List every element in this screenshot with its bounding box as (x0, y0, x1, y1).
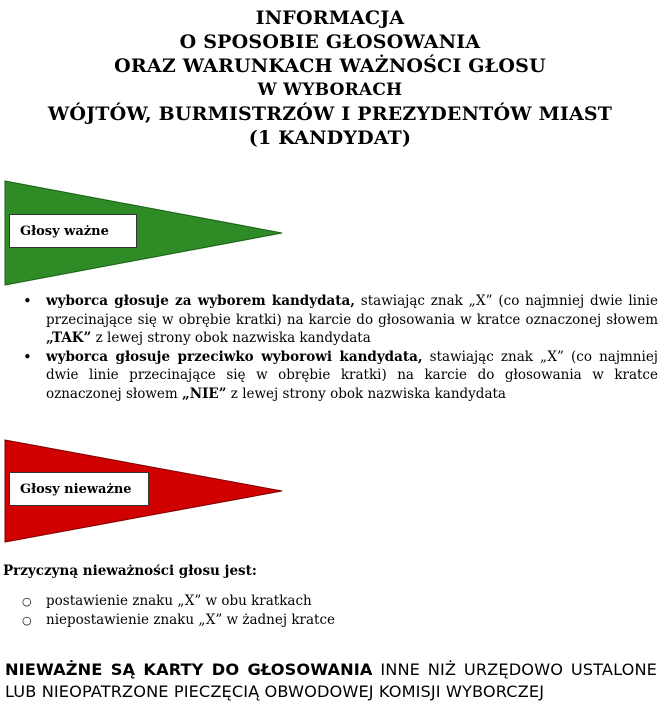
invalidity-reason-heading: Przyczyną nieważności głosu jest: (3, 563, 257, 579)
page-title (0, 6, 660, 150)
list-item: ○ postawienie znaku „X” w obu kratkach (20, 592, 335, 611)
item-keyword: „NIE” (182, 385, 227, 402)
item-text-end: z lewej strony obok nazwiska kandydata (91, 330, 371, 346)
title-line-5: WÓJTÓW, BURMISTRZÓW I PREZYDENTÓW MIAST (47, 103, 613, 125)
title-line-2: O SPOSOBIE GŁOSOWANIA (179, 31, 481, 53)
invalid-cards-notice (5, 659, 657, 703)
list-item (20, 348, 658, 404)
item-keyword: „TAK” (46, 330, 92, 346)
item-bold: wyborca głosuje przeciwko wyborowi kandydata, (46, 348, 423, 365)
title-line-3: ORAZ WARUNKACH WAŻNOŚCI GŁOSU (114, 55, 546, 77)
item-text-end: z lewej strony obok nazwiska kandydata (226, 385, 506, 402)
invalid-votes-pennant (0, 439, 285, 543)
list-item (20, 292, 658, 348)
invalid-votes-label: Głosy nieważne (9, 472, 149, 506)
item-bold: wyborca głosuje za wyborem kandydata, (46, 293, 355, 309)
title-line-1: INFORMACJA (255, 7, 405, 29)
notice-bold: NIEWAŻNE SĄ KARTY DO GŁOSOWANIA (5, 660, 373, 679)
valid-votes-pennant (0, 180, 285, 286)
item-text: stawiając znak „X” (co najmniej dwie linie przecinające się w obrębie kratki) na karcie do głosowania w kratce oznaczonej słowem (46, 348, 658, 402)
valid-votes-label: Głosy ważne (9, 214, 137, 248)
title-line-4: W WYBORACH (257, 80, 403, 100)
valid-votes-list (20, 292, 658, 403)
title-line-6: (1 KANDYDAT) (248, 127, 412, 149)
item-text: stawiając znak „X” (co najmniej dwie linie przecinające się w obrębie kratki) na karcie do głosowania w kratce oznaczonej słowem (46, 293, 658, 328)
invalid-votes-list (20, 592, 335, 630)
notice-text: INNE NIŻ URZĘDOWO USTALONE LUB NIEOPATRZONE PIECZĘCIĄ OBWODOWEJ KOMISJI WYBORCZEJ (5, 660, 658, 701)
list-item: ○ niepostawienie znaku „X” w żadnej kratce (20, 611, 335, 630)
